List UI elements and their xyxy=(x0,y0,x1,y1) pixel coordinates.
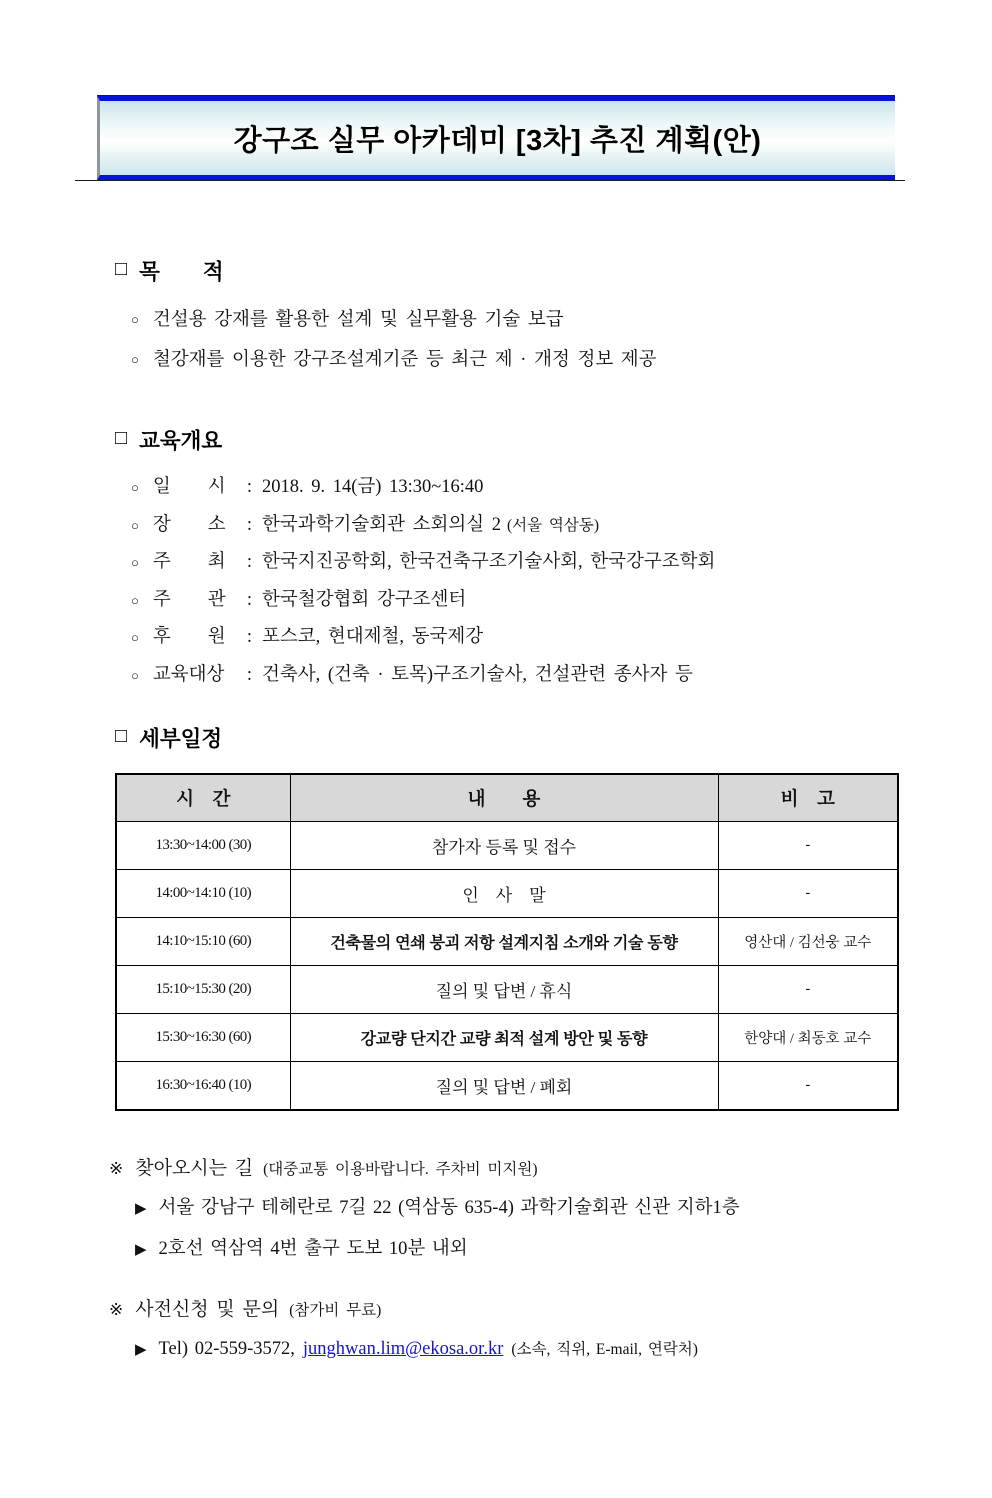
overview-value: 한국과학기술회관 소회의실 2 xyxy=(262,514,501,535)
directions-item-text: 2호선 역삼역 4번 출구 도보 10분 내외 xyxy=(158,1239,468,1259)
table-row xyxy=(116,966,898,1014)
overview-row-sponsor xyxy=(131,619,895,657)
overview-value: 포스코, 현대제철, 동국제강 xyxy=(262,627,484,647)
overview-note: (서울 역삼동) xyxy=(506,516,600,534)
purpose-item-text: 철강재를 이용한 강구조설계기준 등 최근 제 · 개정 정보 제공 xyxy=(152,350,657,370)
overview-row-host xyxy=(131,544,895,582)
circle-bullet-icon: ○ xyxy=(131,517,139,533)
page-title: 강구조 실무 아카데미 [3차] 추진 계획(안) xyxy=(233,124,762,157)
overview-value: 한국지진공학회, 한국건축구조기술사회, 한국강구조학회 xyxy=(262,552,716,572)
contact-email-link[interactable]: junghwan.lim@ekosa.or.kr xyxy=(302,1339,504,1359)
cell-content: 질의 및 답변 / 폐회 xyxy=(290,1062,718,1111)
overview-value: 한국철강협회 강구조센터 xyxy=(262,589,467,610)
telephone-number: Tel) 02-559-3572, xyxy=(158,1339,295,1359)
directions-section xyxy=(109,1153,895,1270)
registration-heading-label: 사전신청 및 문의 xyxy=(135,1299,280,1320)
arrow-bullet-icon: ▶ xyxy=(135,1201,147,1217)
registration-heading-note: (참가비 무료) xyxy=(289,1302,382,1319)
section-heading-purpose xyxy=(115,255,895,286)
column-header-content: 내 용 xyxy=(290,774,718,822)
overview-row-datetime xyxy=(131,469,895,507)
table-row xyxy=(116,1014,898,1062)
schedule-heading-label: 세부일정 xyxy=(139,727,223,751)
registration-heading xyxy=(109,1294,895,1321)
overview-list xyxy=(131,469,895,694)
cell-content: 참가자 등록 및 접수 xyxy=(290,822,718,870)
cell-content: 건축물의 연쇄 붕괴 저항 설계지침 소개와 기술 동향 xyxy=(290,918,718,966)
list-item xyxy=(135,1188,895,1229)
cell-time: 14:10~15:10 (60) xyxy=(116,918,290,966)
overview-label: 주 최 xyxy=(152,552,226,572)
contact-line xyxy=(135,1329,895,1370)
cell-remark: 한양대 / 최동호 교수 xyxy=(718,1014,898,1062)
directions-item-text: 서울 강남구 테헤란로 7길 22 (역삼동 635-4) 과학기술회관 신관 지하1층 xyxy=(158,1198,740,1218)
overview-label: 장 소 xyxy=(152,514,226,535)
square-bullet-icon: □ xyxy=(115,258,128,280)
title-banner xyxy=(97,96,895,180)
directions-heading xyxy=(109,1153,895,1180)
contact-email-note: (소속, 직위, E-mail, 연락처) xyxy=(511,1341,698,1358)
section-heading-overview xyxy=(115,424,895,455)
cell-time: 16:30~16:40 (10) xyxy=(116,1062,290,1111)
arrow-bullet-icon: ▶ xyxy=(135,1342,147,1358)
circle-bullet-icon: ○ xyxy=(131,312,139,327)
circle-bullet-icon: ○ xyxy=(131,630,139,645)
overview-row-venue xyxy=(131,507,895,545)
cell-time: 13:30~14:00 (30) xyxy=(116,822,290,870)
colon-separator: : xyxy=(246,552,252,572)
directions-list xyxy=(135,1188,895,1270)
cell-time: 15:10~15:30 (20) xyxy=(116,966,290,1014)
colon-separator: : xyxy=(246,477,252,497)
table-row xyxy=(116,870,898,918)
cell-remark: - xyxy=(718,966,898,1014)
colon-separator: : xyxy=(246,664,252,685)
list-item xyxy=(131,300,895,340)
square-bullet-icon: □ xyxy=(115,427,128,449)
contact-line-wrap xyxy=(135,1329,895,1370)
overview-label: 일 시 xyxy=(152,477,226,497)
table-header-row xyxy=(116,774,898,822)
overview-value: 2018. 9. 14(금) 13:30~16:40 xyxy=(262,477,484,497)
overview-row-organizer xyxy=(131,582,895,620)
overview-row-audience xyxy=(131,657,895,695)
overview-heading-label: 교육개요 xyxy=(139,429,223,453)
reference-mark-icon: ※ xyxy=(109,1159,124,1178)
cell-remark: - xyxy=(718,822,898,870)
column-header-time: 시 간 xyxy=(116,774,290,822)
column-header-remark: 비 고 xyxy=(718,774,898,822)
cell-content: 강교량 단지간 교량 최적 설계 방안 및 동향 xyxy=(290,1014,718,1062)
circle-bullet-icon: ○ xyxy=(131,667,139,683)
table-row xyxy=(116,822,898,870)
list-item xyxy=(135,1229,895,1270)
colon-separator: : xyxy=(246,514,252,535)
cell-remark: - xyxy=(718,1062,898,1111)
circle-bullet-icon: ○ xyxy=(131,592,139,608)
title-rule-bottom xyxy=(75,180,905,181)
cell-remark: 영산대 / 김선웅 교수 xyxy=(718,918,898,966)
cell-time: 15:30~16:30 (60) xyxy=(116,1014,290,1062)
directions-heading-label: 찾아오시는 길 xyxy=(135,1158,254,1179)
square-bullet-icon: □ xyxy=(115,725,128,747)
schedule-table xyxy=(115,773,899,1111)
overview-label: 후 원 xyxy=(152,627,226,647)
overview-label: 주 관 xyxy=(152,589,226,610)
cell-content: 질의 및 답변 / 휴식 xyxy=(290,966,718,1014)
colon-separator: : xyxy=(246,627,252,647)
circle-bullet-icon: ○ xyxy=(131,352,139,367)
reference-mark-icon: ※ xyxy=(109,1300,124,1319)
arrow-bullet-icon: ▶ xyxy=(135,1242,147,1258)
cell-content: 인 사 말 xyxy=(290,870,718,918)
directions-heading-note: (대중교통 이용바랍니다. 주차비 미지원) xyxy=(263,1161,538,1178)
cell-remark: - xyxy=(718,870,898,918)
cell-time: 14:00~14:10 (10) xyxy=(116,870,290,918)
overview-value: 건축사, (건축 · 토목)구조기술사, 건설관련 종사자 등 xyxy=(262,664,693,685)
circle-bullet-icon: ○ xyxy=(131,555,139,570)
purpose-list xyxy=(131,300,895,380)
overview-label: 교육대상 xyxy=(152,664,225,685)
list-item xyxy=(131,340,895,380)
document-page xyxy=(0,95,992,1370)
registration-section xyxy=(109,1294,895,1370)
table-row xyxy=(116,918,898,966)
purpose-item-text: 건설용 강재를 활용한 설계 및 실무활용 기술 보급 xyxy=(152,310,564,330)
purpose-heading-label: 목 적 xyxy=(139,260,224,284)
circle-bullet-icon: ○ xyxy=(131,480,139,495)
section-heading-schedule xyxy=(115,722,895,753)
table-row xyxy=(116,1062,898,1111)
colon-separator: : xyxy=(246,589,252,610)
